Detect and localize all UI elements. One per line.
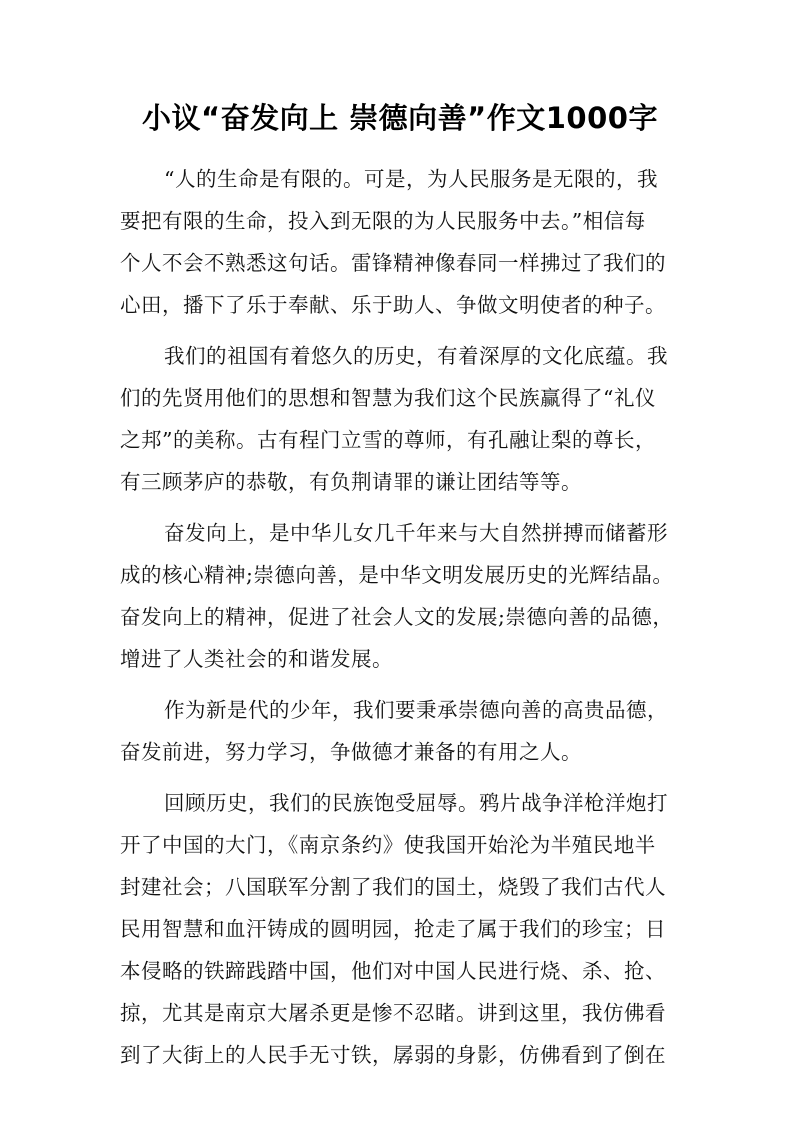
paragraph-line: 成的核心精神;崇德向善，是中华文明发展历史的光辉结晶。 <box>120 563 674 587</box>
paragraph-line: 作为新是代的少年，我们要秉承崇德向善的高贵品德， <box>164 698 668 722</box>
paragraph-line: 封建社会；八国联军分割了我们的国土，烧毁了我们古代人 <box>120 875 666 899</box>
document-body <box>120 158 682 1076</box>
paragraph-line: 奋发向上的精神，促进了社会人文的发展;崇德向善的品德， <box>120 605 674 629</box>
paragraph-line: 掠，尤其是南京大屠杀更是惨不忍睹。讲到这里，我仿佛看 <box>120 1001 666 1025</box>
paragraph-line: 奋发前进，努力学习，争做德才兼备的有用之人。 <box>120 740 582 764</box>
paragraph-line: 本侵略的铁蹄践踏中国，他们对中国人民进行烧、杀、抢、 <box>120 959 666 983</box>
document-title: 小议“奋发向上 崇德向善”作文1000字 <box>142 101 658 135</box>
paragraph-line: 民用智慧和血汗铸成的圆明园，抢走了属于我们的珍宝；日 <box>120 917 666 941</box>
paragraph-line: 心田，播下了乐于奉献、乐于助人、争做文明使者的种子。 <box>120 293 666 317</box>
paragraph-3 <box>120 512 682 680</box>
paragraph-line: 回顾历史，我们的民族饱受屈辱。鸦片战争洋枪洋炮打 <box>164 791 668 815</box>
paragraph-line: 之邦”的美称。古有程门立雪的尊师，有孔融让梨的尊长， <box>120 428 656 452</box>
paragraph-2 <box>120 335 682 503</box>
paragraph-1 <box>120 158 682 326</box>
paragraph-line: 要把有限的生命，投入到无限的为人民服务中去。”相信每 <box>120 209 646 233</box>
paragraph-line: 有三顾茅庐的恭敬，有负荆请罪的谦让团结等等。 <box>120 470 582 494</box>
paragraph-line: 我们的祖国有着悠久的历史，有着深厚的文化底蕴。我 <box>164 344 668 368</box>
paragraph-line: 个人不会不熟悉这句话。雷锋精神像春同一样拂过了我们的 <box>120 251 666 275</box>
paragraph-line: “人的生命是有限的。可是，为人民服务是无限的，我 <box>164 167 658 191</box>
paragraph-line: 到了大街上的人民手无寸铁，孱弱的身影，仿佛看到了倒在 <box>120 1043 666 1067</box>
paragraph-4 <box>120 689 682 773</box>
paragraph-line: 增进了人类社会的和谐发展。 <box>120 647 393 671</box>
paragraph-line: 们的先贤用他们的思想和智慧为我们这个民族赢得了“礼仪 <box>120 386 656 410</box>
paragraph-line: 奋发向上，是中华儿女几千年来与大自然拼搏而储蓄形 <box>164 521 668 545</box>
paragraph-line: 开了中国的大门，《南京条约》使我国开始沦为半殖民地半 <box>120 833 656 857</box>
paragraph-5 <box>120 782 682 1076</box>
